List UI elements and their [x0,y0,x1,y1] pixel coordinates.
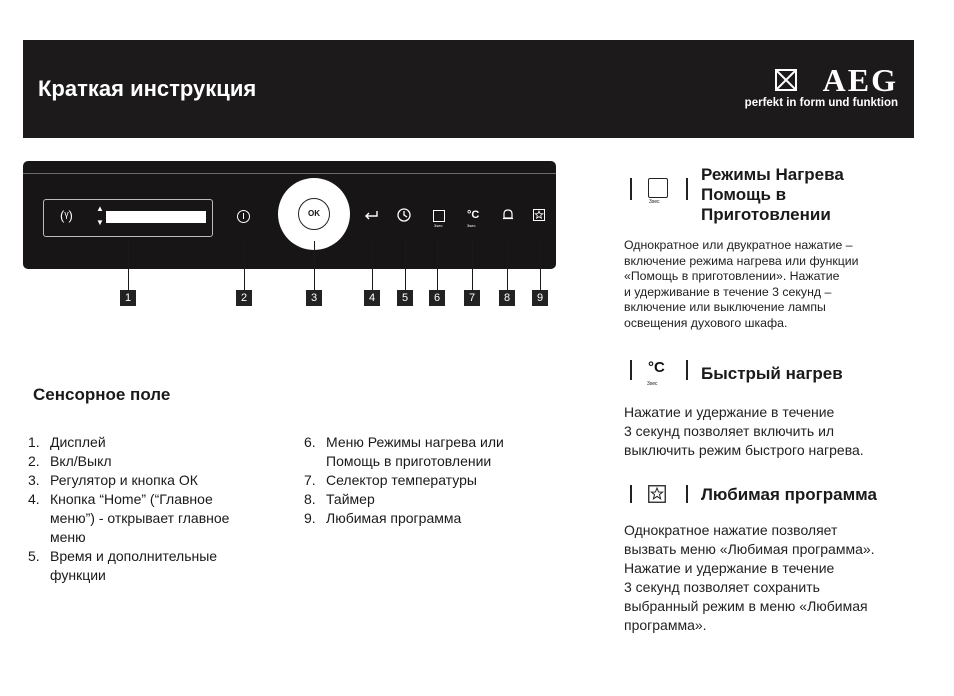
leader-line [372,241,373,290]
heating-section-text: Однократное или двукратное нажатие – включение режима нагрева или функции «Помощь в приготовлении». Нажатие и удерживание в течение 3 секунд – включение или выключение лампы освещения духового шкафа. [624,238,859,330]
ok-knob [278,178,350,250]
list-number: 2. [28,453,40,469]
list-item: 9. Любимая программа [304,510,462,526]
favourite-star-icon [533,209,545,221]
leader-line [244,241,245,290]
ok-button-label: OK [298,198,330,230]
aeg-logo-text: AEG [822,62,898,98]
callout-5: 5 [397,290,413,306]
bell-icon [501,208,515,222]
temperature-symbol-icon: °C [648,359,665,376]
list-item: 1. Дисплей [28,434,106,450]
fast-heat-text: Нажатие и удержание в течение 3 секунд позволяет включить ил выключить режим быстрого нагрева. [624,404,864,458]
header-banner [23,40,914,138]
leader-line [128,241,129,290]
leader-line [314,241,315,290]
list-number: 3. [28,472,40,488]
favourite-text: Однократное нажатие позволяет вызвать меню «Любимая программа». Нажатие и удержание в течение 3 секунд позволяет сохранить выбранный режим в меню «Любимая программа». [624,522,875,633]
list-item: 2. Вкл/Выкл [28,453,112,469]
callout-2: 2 [236,290,252,306]
leader-line [507,241,508,290]
leader-line [540,241,541,290]
heating-section-title: Режимы Нагрева Помощь в Приготовлении [701,165,844,224]
callout-8: 8 [499,290,515,306]
callout-4: 4 [364,290,380,306]
power-icon [237,210,250,223]
legend-list-right [304,433,554,528]
favourite-key-icon [630,485,688,507]
aeg-logo [718,62,898,116]
favourite-title: Любимая программа [701,485,877,504]
temperature-hold-label: 3sec [467,223,476,228]
list-number: 7. [304,472,316,488]
fast-heat-key-icon [630,360,688,388]
fast-heat-title: Быстрый нагрев [701,364,843,383]
heating-mode-icon [433,210,445,222]
legend-list-left [28,433,278,585]
callout-3: 3 [306,290,322,306]
callout-1: 1 [120,290,136,306]
list-item: 5. Время и дополнительные функции [28,548,218,583]
page-title: Краткая инструкция [38,76,257,101]
leader-line [437,241,438,290]
heating-mode-square-icon [648,178,668,198]
home-return-icon [363,209,379,221]
list-item: 8. Таймер [304,491,375,507]
heating-mode-hold-label: 3sec [434,223,443,228]
callout-7: 7 [464,290,480,306]
control-panel-illustration [23,161,556,269]
fast-heat-hold-time: 3sec [647,381,658,387]
favourite-star-box-icon [648,485,666,503]
program-icon: (ᵞ) [60,208,73,223]
list-number: 9. [304,510,316,526]
up-down-arrows-icon: ▲ ▼ [96,204,104,227]
aeg-logo-icon [775,69,797,91]
touch-field-title: Сенсорное поле [33,385,171,404]
list-number: 4. [28,491,40,507]
leader-line [472,241,473,290]
slogan: perfekt in form und funktion [744,97,898,109]
list-number: 1. [28,434,40,450]
list-number: 5. [28,548,40,564]
display-text-bar [106,211,206,223]
heating-mode-key-icon [630,178,688,204]
temperature-icon: °C [467,209,480,221]
panel-divider [23,173,556,174]
callout-6: 6 [429,290,445,306]
list-item: 3. Регулятор и кнопка ОК [28,472,198,488]
heating-mode-hold-time: 3sec [649,199,660,205]
leader-line [405,241,406,290]
list-item: 6. Меню Режимы нагрева или Помощь в приготовлении [304,434,504,469]
clock-icon [396,207,412,223]
list-item: 7. Селектор температуры [304,472,477,488]
list-number: 8. [304,491,316,507]
list-item: 4. Кнопка “Home” (“Главное меню”) - открывает главное меню [28,491,230,545]
callout-9: 9 [532,290,548,306]
list-number: 6. [304,434,316,450]
display [43,199,213,237]
